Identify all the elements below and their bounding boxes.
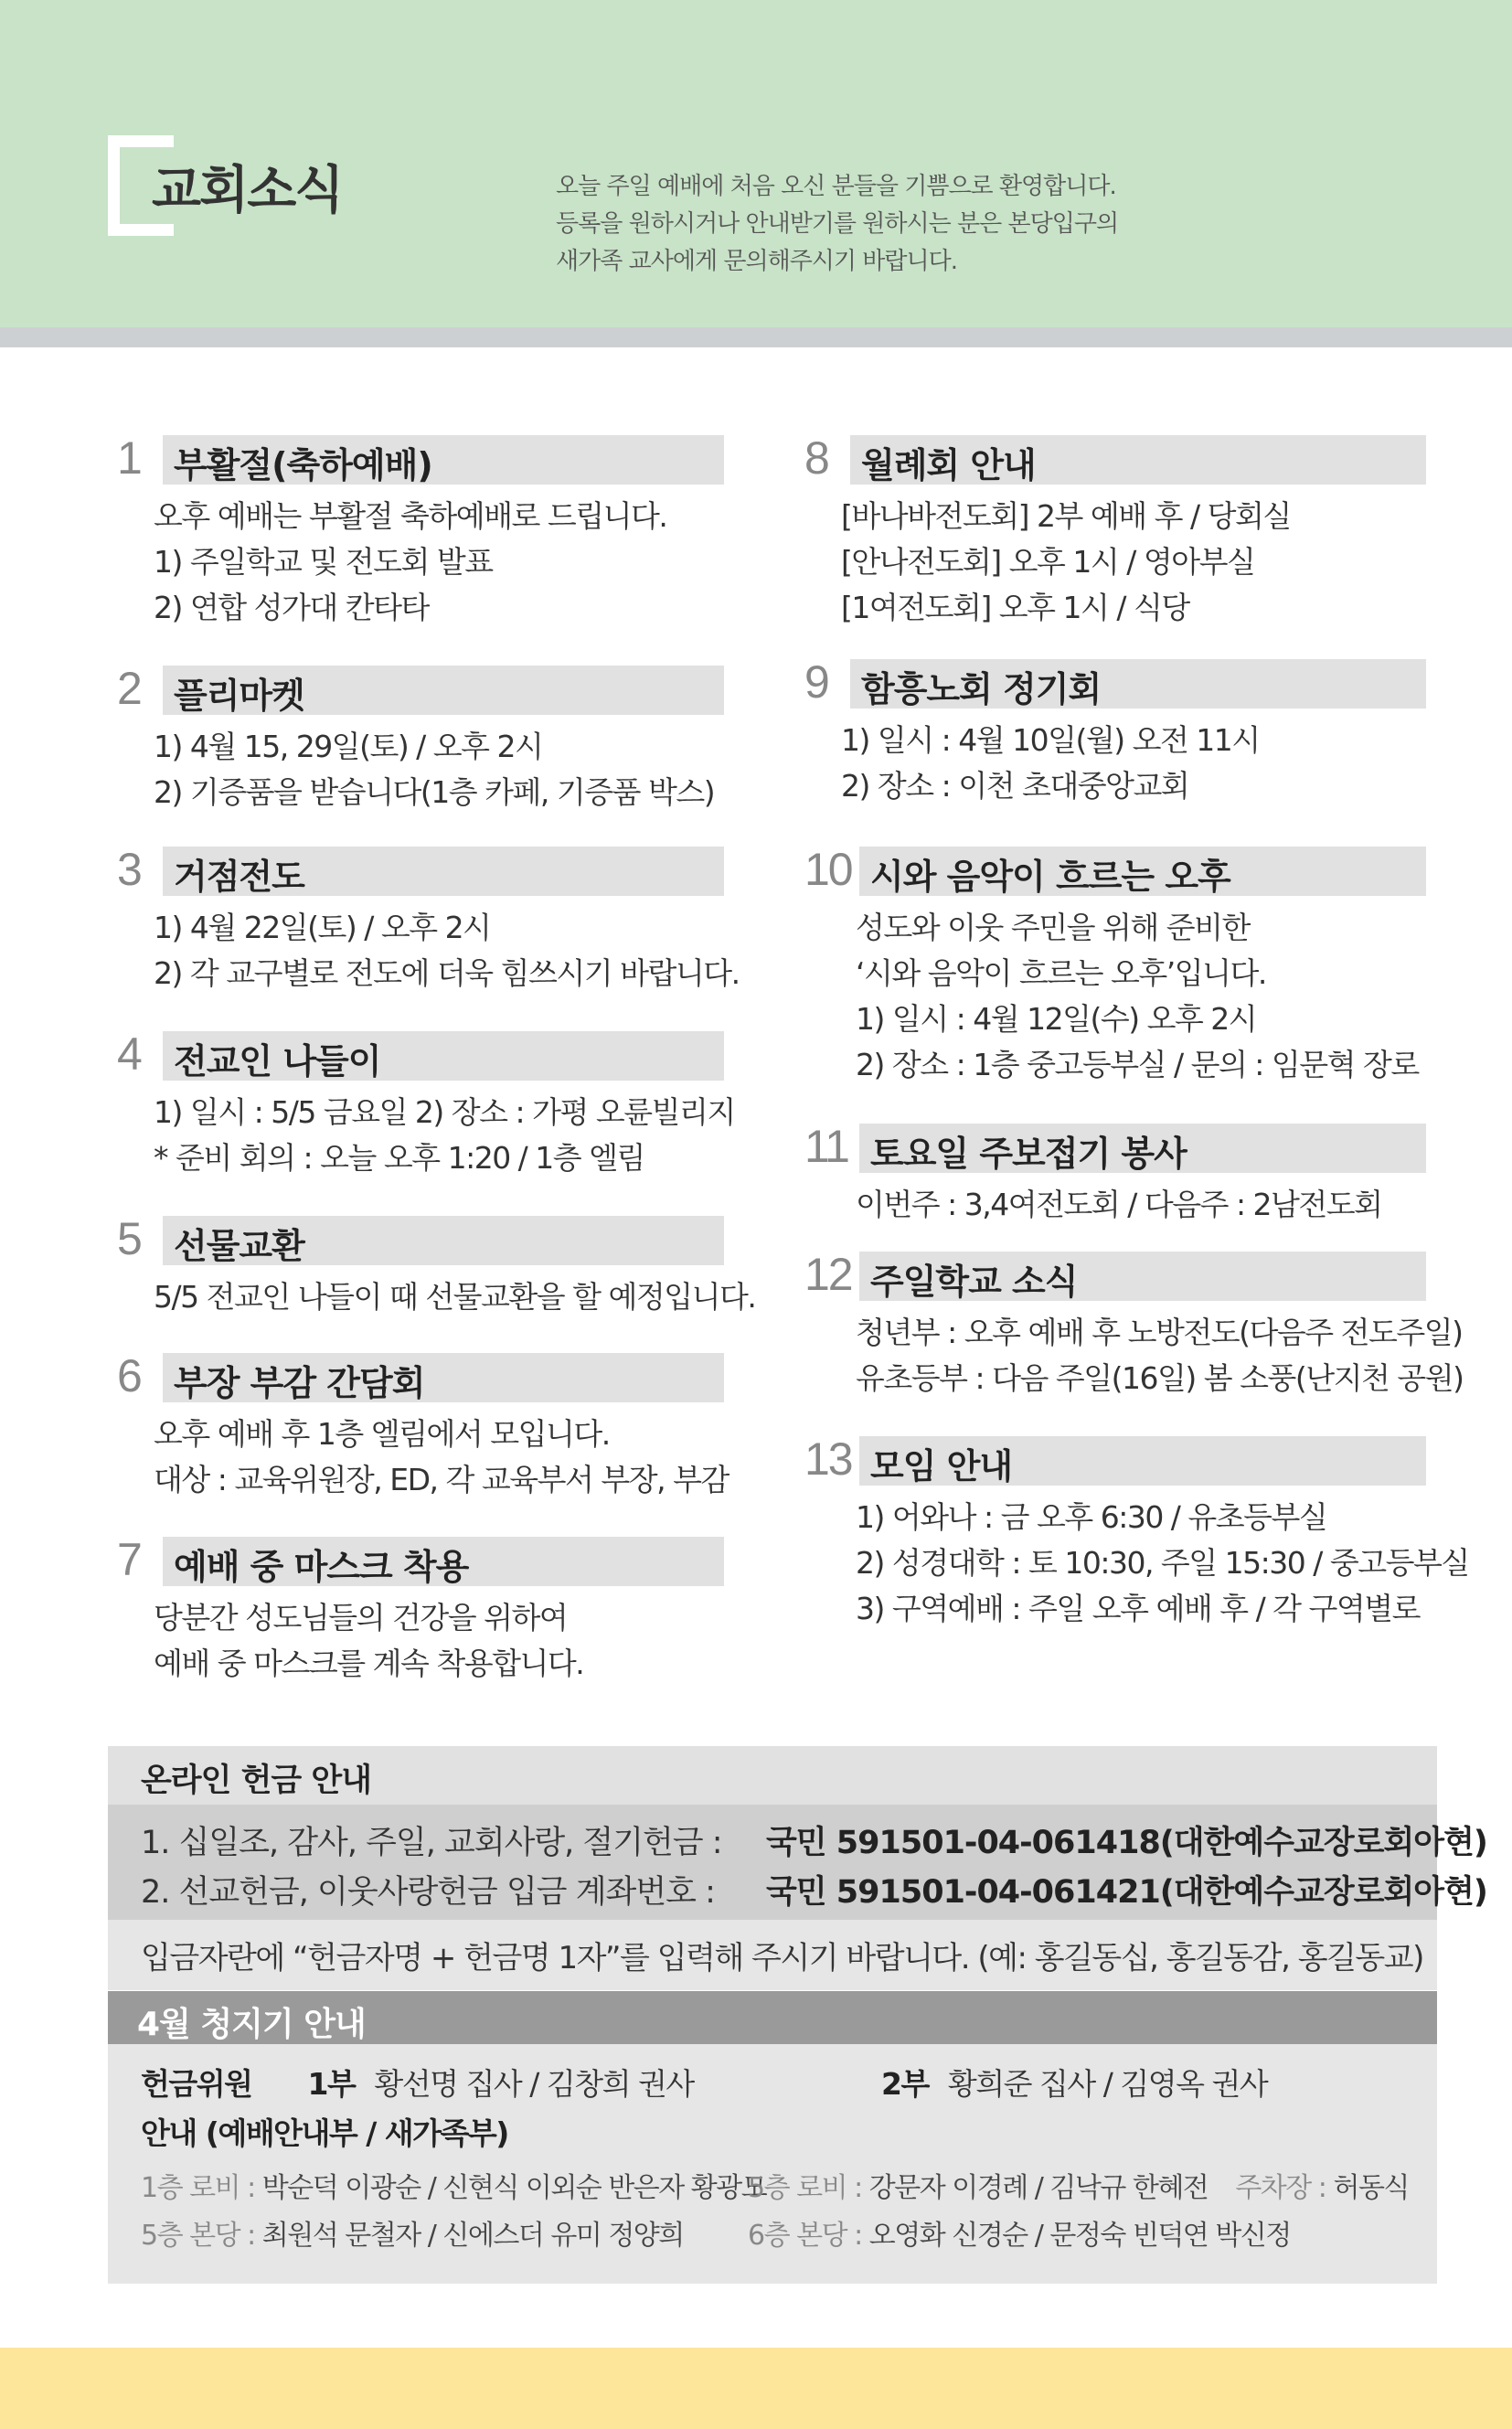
news-item-body — [804, 1171, 1426, 1228]
account-label: 2. 선교헌금, 이웃사랑헌금 입금 계좌번호 : — [141, 1874, 715, 1911]
news-item-line: [바나바전도회] 2부 예배 후 / 당회실 — [841, 498, 1291, 534]
news-item-header — [804, 654, 1426, 707]
news-item-number: 5 — [117, 1213, 141, 1264]
welcome-message — [556, 168, 1251, 281]
news-item-body — [804, 894, 1426, 1088]
news-item-number: 3 — [117, 844, 141, 895]
news-item-line: 대상 : 교육위원장, ED, 각 교육부서 부장, 부감 — [154, 1462, 729, 1497]
news-item-header — [117, 1531, 739, 1587]
hall6-label: 6층 본당 : — [748, 2220, 862, 2252]
news-item-line: 이번주 : 3,4여전도회 / 다음주 : 2남전도회 — [856, 1187, 1382, 1222]
news-item-header — [804, 1431, 1426, 1484]
news-item — [117, 1026, 739, 1181]
account-number: 국민 591501-04-061421(대한예수교장로회아현) — [766, 1874, 1487, 1911]
news-item — [804, 841, 1426, 1088]
news-item-line: * 준비 회의 : 오늘 오후 1:20 / 1층 엘림 — [154, 1140, 644, 1176]
news-item-number: 9 — [804, 656, 828, 708]
news-item-body — [117, 894, 739, 996]
news-item-line: [안나전도회] 오후 1시 / 영아부실 — [841, 544, 1255, 580]
lobby5-label: 5층 로비 : — [748, 2172, 862, 2204]
news-item-line: 1) 일시 : 5/5 금요일 2) 장소 : 가평 오륜빌리지 — [154, 1094, 735, 1130]
offering-row-part2 — [881, 2061, 1267, 2104]
news-item-line: 오후 예배 후 1층 엘림에서 모입니다. — [154, 1416, 610, 1452]
news-item-title: 예배 중 마스크 착용 — [174, 1547, 469, 1587]
news-item-number: 2 — [117, 663, 141, 714]
news-item-header — [117, 841, 739, 897]
news-item — [804, 1431, 1469, 1632]
news-item — [117, 430, 739, 631]
news-item-title: 플리마켓 — [174, 676, 304, 716]
news-item-body — [804, 1299, 1464, 1401]
news-item-line: 성도와 이웃 주민을 위해 준비한 — [856, 910, 1250, 945]
news-item-number: 10 — [804, 844, 852, 895]
online-offering-title: 온라인 헌금 안내 — [108, 1746, 1437, 1805]
welcome-line: 오늘 주일 예배에 처음 오신 분들을 기쁨으로 환영합니다. — [556, 173, 1116, 200]
news-item-body — [117, 1079, 739, 1181]
news-item-title: 전교인 나들이 — [174, 1041, 381, 1081]
news-item-line: 예배 중 마스크를 계속 착용합니다. — [154, 1646, 584, 1681]
header-divider — [0, 327, 1512, 347]
lobby1-label: 1층 로비 : — [141, 2172, 255, 2204]
news-item-title: 시와 음악이 흐르는 오후 — [870, 857, 1230, 897]
news-item-title: 월례회 안내 — [861, 445, 1036, 485]
hall6-names: 오영화 신경순 / 문정숙 빈덕연 박신정 — [868, 2220, 1291, 2252]
header-banner — [0, 0, 1512, 327]
news-item-line: 1) 일시 : 4월 12일(수) 오후 2시 — [856, 1001, 1257, 1037]
account-row — [141, 1861, 1487, 1911]
news-item-line: [1여전도회] 오후 1시 / 식당 — [841, 590, 1189, 625]
news-item-title: 모임 안내 — [870, 1446, 1013, 1486]
account-label: 1. 십일조, 감사, 주일, 교회사랑, 절기헌금 : — [141, 1825, 722, 1861]
news-item-line: 1) 4월 22일(토) / 오후 2시 — [154, 910, 491, 945]
news-item-header — [804, 1246, 1426, 1302]
news-item — [804, 430, 1426, 631]
news-item-header — [804, 841, 1426, 897]
news-item-body — [117, 713, 739, 815]
news-item-title: 부장 부감 간담회 — [174, 1363, 425, 1403]
news-item-title: 거점전도 — [174, 857, 304, 897]
news-item-title: 선물교환 — [174, 1226, 304, 1266]
account-list — [108, 1805, 1487, 1920]
news-item-line: 2) 성경대학 : 토 10:30, 주일 15:30 / 중고등부실 — [856, 1545, 1469, 1581]
news-item-body — [117, 1401, 739, 1503]
news-item-number: 11 — [804, 1121, 848, 1172]
news-item-header — [117, 1348, 739, 1401]
hall6-row — [748, 2212, 1291, 2253]
news-item — [804, 1118, 1426, 1228]
news-item — [804, 1246, 1464, 1401]
usher-body — [108, 2044, 1437, 2284]
news-item — [117, 841, 739, 996]
lobby5-row — [748, 2165, 1409, 2205]
offering-row — [141, 2061, 694, 2104]
news-item-header — [804, 1118, 1426, 1174]
welcome-line: 새가족 교사에게 문의해주시기 바랍니다. — [556, 248, 958, 275]
lobby1-names: 박순덕 이광순 / 신현식 이외순 반은자 황광모 — [261, 2172, 767, 2204]
welcome-line: 등록을 원하시거나 안내받기를 원하시는 분은 본당입구의 — [556, 210, 1119, 238]
news-item-body — [804, 707, 1426, 809]
part2-names: 황희준 집사 / 김영옥 권사 — [947, 2066, 1268, 2102]
news-item-number: 7 — [117, 1534, 141, 1585]
offering-label: 헌금위원 — [141, 2066, 252, 2102]
page-title: 교회소식 — [152, 161, 343, 220]
news-item-line: 당분간 성도님들의 건강을 위하여 — [154, 1600, 568, 1635]
news-item-line: 1) 일시 : 4월 10일(월) 오전 11시 — [841, 722, 1260, 758]
news-item-body — [804, 1484, 1469, 1632]
news-item-line: 1) 4월 15, 29일(토) / 오후 2시 — [154, 729, 543, 764]
part2-label: 2부 — [881, 2066, 929, 2102]
news-item-line: ‘시와 음악이 흐르는 오후’입니다. — [856, 955, 1266, 991]
news-item-body — [804, 483, 1426, 631]
guide-label: 안내 (예배안내부 / 새가족부) — [141, 2115, 508, 2151]
news-item-header — [117, 1210, 739, 1266]
news-item-body — [117, 1584, 739, 1687]
account-row — [141, 1812, 1487, 1861]
news-item-title: 주일학교 소식 — [870, 1262, 1078, 1302]
lobby5-names: 강문자 이경례 / 김낙규 한혜전 — [868, 2172, 1209, 2204]
news-item-line: 1) 어와나 : 금 오후 6:30 / 유초등부실 — [856, 1499, 1327, 1535]
news-item-number: 13 — [804, 1433, 852, 1485]
news-item-line: 2) 연합 성가대 칸타타 — [154, 590, 429, 625]
usher-section — [108, 1991, 1437, 2284]
news-item-number: 6 — [117, 1350, 141, 1401]
news-item-line: 2) 장소 : 이천 초대중앙교회 — [841, 768, 1189, 804]
news-item-body — [117, 483, 739, 631]
news-item-line: 2) 기증품을 받습니다(1층 카페, 기증품 박스) — [154, 774, 715, 810]
parking-label: 주차장 : — [1235, 2172, 1326, 2204]
footer-band — [0, 2348, 1512, 2429]
lobby1-row — [141, 2165, 766, 2205]
news-item-line: 5/5 전교인 나들이 때 선물교환을 할 예정입니다. — [154, 1279, 756, 1315]
news-item-header — [804, 430, 1426, 483]
news-item-line: 유초등부 : 다음 주일(16일) 봄 소풍(난지천 공원) — [856, 1360, 1464, 1396]
news-item-number: 4 — [117, 1028, 141, 1080]
online-offering-section — [108, 1746, 1487, 1990]
news-item-title: 부활절(축하예배) — [174, 445, 432, 485]
news-item-header — [117, 1026, 739, 1079]
hall5-label: 5층 본당 : — [141, 2220, 255, 2252]
hall5-row — [141, 2212, 684, 2253]
parking-names: 허동식 — [1333, 2172, 1409, 2204]
news-item-body — [117, 1263, 756, 1320]
news-item-number: 1 — [117, 432, 141, 484]
news-item — [117, 660, 739, 815]
news-item-line: 2) 각 교구별로 전도에 더욱 힘쓰시기 바랍니다. — [154, 955, 740, 991]
news-item — [117, 1210, 756, 1320]
news-item-number: 12 — [804, 1249, 852, 1300]
part1-label: 1부 — [307, 2066, 356, 2102]
news-item — [117, 1531, 739, 1687]
hall5-names: 최원석 문철자 / 신에스더 유미 정양희 — [261, 2220, 684, 2252]
news-item-line: 청년부 : 오후 예배 후 노방전도(다음주 전도주일) — [856, 1315, 1463, 1350]
news-item — [804, 654, 1426, 809]
news-item-title: 토요일 주보접기 봉사 — [870, 1134, 1187, 1174]
news-item-line: 3) 구역예배 : 주일 오후 예배 후 / 각 구역별로 — [856, 1591, 1421, 1626]
usher-title: 4월 청지기 안내 — [108, 1991, 1437, 2044]
news-item — [117, 1348, 739, 1503]
deposit-note: 입금자란에 “헌금자명 + 헌금명 1자”를 입력해 주시기 바랍니다. (예: 홍길동십, 홍길동감, 홍길동교) — [108, 1920, 1437, 1990]
account-number: 국민 591501-04-061418(대한예수교장로회아현) — [766, 1825, 1487, 1861]
news-item-number: 8 — [804, 432, 828, 484]
news-item-header — [117, 660, 739, 716]
news-item-title: 함흥노회 정기회 — [861, 669, 1102, 709]
news-item-line: 2) 장소 : 1층 중고등부실 / 문의 : 임문혁 장로 — [856, 1047, 1419, 1082]
part1-names: 황선명 집사 / 김창희 권사 — [374, 2066, 694, 2102]
news-item-line: 오후 예배는 부활절 축하예배로 드립니다. — [154, 498, 667, 534]
news-item-line: 1) 주일학교 및 전도회 발표 — [154, 544, 493, 580]
news-item-header — [117, 430, 739, 483]
